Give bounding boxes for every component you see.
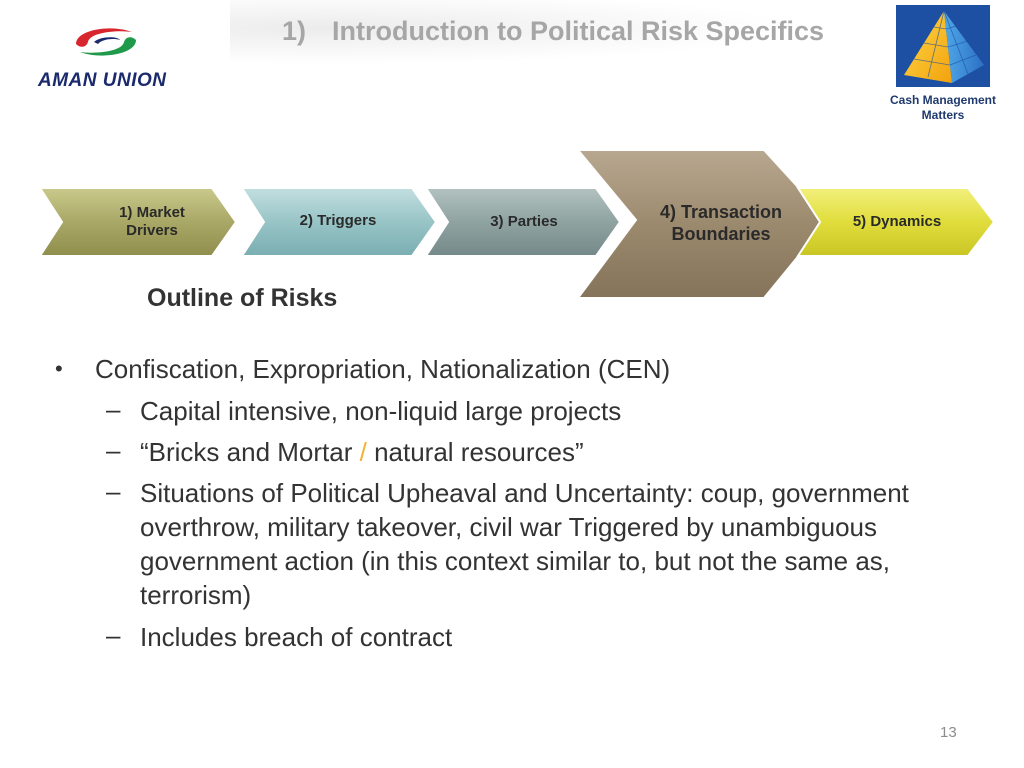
sub-item-bricks	[140, 435, 940, 469]
logo-text: AMAN UNION	[38, 70, 167, 91]
title-text: Introduction to Political Risk Specifics	[332, 16, 825, 46]
bricks-text-start: “Bricks and Mortar	[140, 437, 360, 467]
bricks-text-end: natural resources”	[366, 437, 584, 467]
sub-item-upheaval: Situations of Political Upheaval and Uncertainty: coup, government overthrow, military takeover, civil war Triggered by unambiguous government action (in this context similar to, but not the same as, terrorism)	[140, 478, 909, 610]
chevron-1-label: 1) Market Drivers	[119, 204, 185, 239]
sub-item-capital: Capital intensive, non-liquid large projects	[140, 396, 622, 426]
chevron-3-label: 3) Parties	[490, 213, 558, 230]
bricks-slash: /	[359, 437, 367, 467]
badge-caption: Cash Management Matters	[889, 93, 997, 122]
chevron-4-label: 4) Transaction Boundaries	[659, 202, 783, 244]
chevron-5-label: 5) Dynamics	[852, 213, 942, 230]
page-number: 13	[940, 724, 957, 741]
bullet-main-text: Confiscation, Expropriation, Nationalization (CEN)	[95, 354, 671, 384]
pyramid-icon	[896, 5, 990, 87]
aman-union-logo	[30, 18, 200, 98]
outline-heading: Outline of Risks	[147, 284, 338, 312]
title-number: 1)	[282, 16, 307, 46]
aman-union-logo-mark-icon	[70, 22, 142, 62]
bullet-marker: •	[55, 356, 63, 381]
dash-marker: –	[106, 435, 121, 465]
slide-title	[282, 16, 824, 47]
chevron-2-label: 2) Triggers	[299, 212, 377, 229]
dash-marker: –	[106, 476, 121, 506]
dash-marker: –	[106, 394, 121, 424]
sub-item-breach: Includes breach of contract	[140, 622, 453, 652]
dash-marker: –	[106, 620, 121, 650]
title-area	[230, 0, 880, 70]
